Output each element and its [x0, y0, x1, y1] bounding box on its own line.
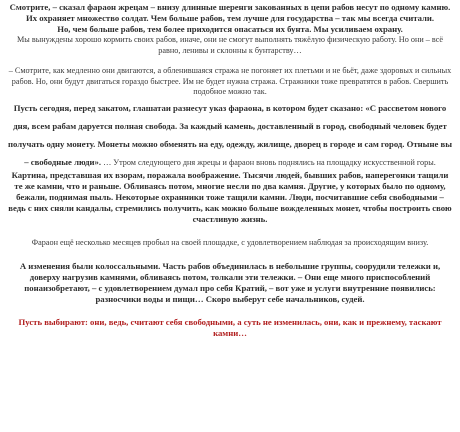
paragraph-10-red: Пусть выбирают: они, ведь, считают себя свободными, а суть не изменилась, они, как и прежнему, таскают камни… — [18, 317, 442, 338]
spacer — [8, 305, 452, 317]
paragraph-1: Смотрите, – сказал фараон жрецам – внизу длинные шеренги закованных в цепи рабов несут по одному камню. — [9, 2, 451, 12]
paragraph-4: Мы вынуждены хорошо кормить своих рабов, иначе, они не смогут выполнять тяжёлую физическую работу. Но они – всё равно, ленивы и склонны к бунтарству… — [17, 35, 443, 55]
paragraph-9: А изменения были колоссальными. Часть рабов объединилась в небольшие группы, соорудили тележки и, доверху нагрузив камнями, обливаясь потом, толкали эти тележки. – Они еще много приспособлений понаизобретают, – с удовлетворением думал про себя Кратий, – вот уже и услуги внутренние появились: разносчики воды и пищи… Скоро выберут себе начальников, судей. — [19, 261, 441, 304]
spacer — [8, 56, 452, 66]
next-morning-text: … Утром следующего дня жрецы и фараон вновь поднялись на площадку искусственной горы. — [101, 157, 436, 167]
decree-text: Пусть сегодня, перед закатом, глашатаи разнесут указ фараона, в котором будет сказано: «С рассветом нового дня, всем рабам даруется полная свобода. За каждый камень, доставленный в город, свободный человек будет получать одну монету. Монеты можно обменять на еду, одежду, жилище, дворец в городе и сам город. Отныне вы – свободные люди». — [8, 102, 452, 167]
paragraph-5: – Смотрите, как медленно они двигаются, а обленившаяся стража не погоняет их плетьми и не бьёт, даже здоровых и сильных рабов. Но, они будут двигаться гораздо быстрее. Им не будет нужна стража. Стражники тоже превратятся в рабов. Свершить подобное можно так. — [8, 66, 452, 96]
paragraph-6 — [8, 98, 452, 170]
spacer — [8, 248, 452, 261]
paragraph-2: Их охраняет множество солдат. Чем больше рабов, тем лучше для государства – так мы всегда считали. — [25, 13, 435, 23]
spacer — [8, 225, 452, 238]
paragraph-3: Но, чем больше рабов, тем более приходится опасаться их бунта. Мы усиливаем охрану. — [57, 24, 403, 34]
paragraph-7: Картина, представшая их взорам, поражала воображение. Тысячи людей, бывших рабов, наперегонки тащили те же камни, что и раньше. Обливаясь потом, многие несли по два камня. Другие, у которых было по одному, бежали, поднимая пыль. Некоторые охранники тоже тащили камни. Люди, посчитавшие себя свободными – ведь с них сняли кандалы, стремились получить, как можно больше вожделенных монет, чтобы построить свою счастливую жизнь. — [8, 169, 452, 224]
paragraph-8: Фараон ещё несколько месяцев пробыл на своей площадке, с удовлетворением наблюдая за происходящим внизу. — [31, 237, 429, 247]
